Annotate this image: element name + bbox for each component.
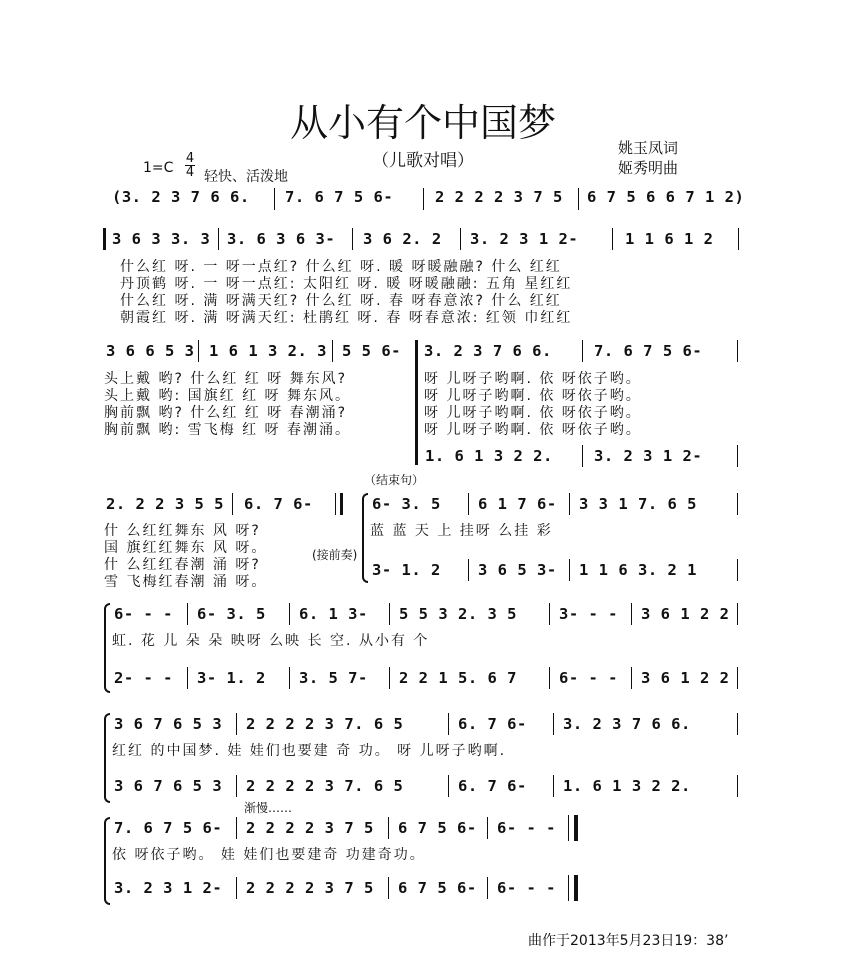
repeat-end-bar bbox=[335, 493, 336, 515]
coda3-top-measure-1: 3 6 7 6 5 3 bbox=[114, 715, 223, 733]
verse-measure-5: 1 1 6 1 2 bbox=[625, 230, 714, 248]
repeat-start-bar bbox=[103, 228, 106, 250]
coda3-bottom-measure-3: 6. 7 6- bbox=[458, 777, 527, 795]
barline bbox=[232, 493, 233, 515]
coda2-bottom-measure-2: 3- 1. 2 bbox=[197, 669, 266, 687]
barline bbox=[631, 603, 632, 625]
barline bbox=[582, 445, 583, 467]
chorus-lyric-line-3: 胸前飘 哟? 什么红 红 呀 春潮涌? bbox=[104, 405, 348, 421]
coda2-top-measure-3: 6. 1 3- bbox=[299, 605, 368, 623]
chorus-lyric-line-4: 胸前飘 哟: 雪飞梅 红 呀 春潮涌。 bbox=[104, 422, 351, 438]
barline bbox=[578, 188, 579, 210]
coda-lyric: 蓝 蓝 天 上 挂呀 么挂 彩 bbox=[370, 523, 553, 539]
barline bbox=[448, 775, 449, 797]
verse-lyric-line-1: 什么红 呀. 一 呀一点红? 什么红 呀. 暖 呀暖融融? 什么 红红 bbox=[120, 259, 562, 275]
coda2-lyric: 虹. 花 儿 朵 朵 映呀 么映 长 空. 从小有 个 bbox=[112, 633, 430, 649]
chorus-lyric-line-1: 头上戴 哟? 什么红 红 呀 舞东风? bbox=[104, 371, 348, 387]
coda-top-measure-3: 3 3 1 7. 6 5 bbox=[579, 495, 697, 513]
barline bbox=[549, 603, 550, 625]
barline bbox=[274, 188, 275, 210]
verse-lyric-line-4: 朝霞红 呀. 满 呀满天红: 杜鹃红 呀. 春 呀春意浓: 红领 巾红红 bbox=[120, 310, 573, 326]
barline bbox=[737, 340, 738, 362]
barline bbox=[218, 228, 219, 250]
chorus-lyric-line-2: 头上戴 哟: 国旗红 红 呀 舞东风。 bbox=[104, 388, 351, 404]
barline bbox=[236, 713, 237, 735]
coda2-bottom-measure-6: 3 6 1 2 2 bbox=[641, 669, 730, 687]
verse-measure-9: 3. 2 3 7 6 6. bbox=[424, 342, 552, 360]
coda-top-measure-1: 6- 3. 5 bbox=[372, 495, 441, 513]
final-top-measure-1: 7. 6 7 5 6- bbox=[114, 819, 223, 837]
final-bar-thick bbox=[574, 815, 578, 841]
verse-measure-3: 3 6 2. 2 bbox=[363, 230, 442, 248]
song-title: 从小有个中国梦 bbox=[289, 101, 556, 145]
system-brace bbox=[104, 713, 110, 803]
repeat-end-bar-thick bbox=[340, 493, 343, 515]
barline bbox=[389, 603, 390, 625]
coda-bottom-measure-2: 3 6 5 3- bbox=[478, 561, 557, 579]
final-bottom-measure-3: 6 7 5 6- bbox=[398, 879, 477, 897]
composer-credit: 姬秀明曲 bbox=[618, 159, 679, 177]
coda3-bottom-measure-2: 2 2 2 2 3 7. 6 5 bbox=[246, 777, 404, 795]
coda3-top-measure-3: 6. 7 6- bbox=[458, 715, 527, 733]
final-bottom-measure-1: 3. 2 3 1 2- bbox=[114, 879, 223, 897]
coda2-bottom-measure-4: 2 2 1 5. 6 7 bbox=[399, 669, 517, 687]
final-bar-thin bbox=[568, 815, 569, 841]
coda2-bottom-measure-5: 6- - - bbox=[559, 669, 618, 687]
verse-measure-1: 3 6 3 3. 3 bbox=[112, 230, 211, 248]
time-signature-top: 4 bbox=[185, 151, 195, 166]
verse-lyric-line-2: 丹顶鹤 呀. 一 呀一点红: 太阳红 呀. 暖 呀暖融融: 五角 星红红 bbox=[120, 276, 573, 292]
final-bottom-measure-4: 6- - - bbox=[497, 879, 556, 897]
barline bbox=[569, 559, 570, 581]
system-brace bbox=[104, 817, 110, 905]
final-bottom-measure-2: 2 2 2 2 3 7 5 bbox=[246, 879, 374, 897]
lyricist-credit: 姚玉凤词 bbox=[618, 139, 679, 157]
chorus-right-lyric-1: 呀 儿呀子哟啊. 依 呀依子哟。 bbox=[424, 371, 642, 387]
coda-bottom-measure-1: 3- 1. 2 bbox=[372, 561, 441, 579]
verse-measure-7: 1 6 1 3 2. 3 bbox=[209, 342, 327, 360]
barline bbox=[487, 817, 488, 839]
final-top-measure-2: 2 2 2 2 3 7 5 bbox=[246, 819, 374, 837]
system-brace bbox=[104, 603, 110, 693]
lower-voice-measure-2: 3. 2 3 1 2- bbox=[594, 447, 703, 465]
coda2-bottom-measure-3: 3. 5 7- bbox=[299, 669, 368, 687]
barline bbox=[737, 713, 738, 735]
final-top-measure-4: 6- - - bbox=[497, 819, 556, 837]
coda3-bottom-measure-1: 3 6 7 6 5 3 bbox=[114, 777, 223, 795]
barline bbox=[236, 817, 237, 839]
barline bbox=[569, 493, 570, 515]
interlude-label: (接前奏) bbox=[312, 548, 358, 562]
barline bbox=[448, 713, 449, 735]
barline bbox=[289, 667, 290, 689]
verse-measure-8: 5 5 6- bbox=[342, 342, 401, 360]
coda-bottom-measure-3: 1 1 6 3. 2 1 bbox=[579, 561, 697, 579]
barline bbox=[487, 877, 488, 899]
key-signature: 1=C bbox=[143, 160, 174, 176]
ending-lyric-line-4: 雪 飞梅红春潮 涌 呀。 bbox=[104, 574, 268, 590]
song-subtitle: （儿歌对唱） bbox=[372, 151, 474, 171]
ending-measure-1: 2. 2 2 3 5 5 bbox=[106, 495, 224, 513]
coda2-top-measure-6: 3 6 1 2 2 bbox=[641, 605, 730, 623]
system-brace bbox=[362, 493, 368, 583]
verse-measure-4: 3. 2 3 1 2- bbox=[470, 230, 579, 248]
intro-measure-1: (3. 2 3 7 6 6. bbox=[112, 188, 250, 206]
intro-measure-4: 6 7 5 6 6 7 1 2) bbox=[587, 188, 745, 206]
chorus-right-lyric-4: 呀 儿呀子哟啊. 依 呀依子哟。 bbox=[424, 422, 642, 438]
coda3-lyric: 红红 的中国梦. 娃 娃们也要建 奇 功。 呀 儿呀子哟啊. bbox=[112, 743, 507, 759]
barline bbox=[236, 877, 237, 899]
barline bbox=[236, 775, 237, 797]
barline bbox=[460, 228, 461, 250]
barline bbox=[582, 340, 583, 362]
coda3-top-measure-4: 3. 2 3 7 6 6. bbox=[563, 715, 691, 733]
barline bbox=[389, 667, 390, 689]
coda2-bottom-measure-1: 2- - - bbox=[114, 669, 173, 687]
barline bbox=[423, 188, 424, 210]
time-signature-bottom: 4 bbox=[185, 165, 195, 180]
barline bbox=[737, 445, 738, 467]
ending-lyric-line-3: 什 么红红春潮 涌 呀? bbox=[104, 557, 261, 573]
barline bbox=[553, 713, 554, 735]
barline bbox=[468, 559, 469, 581]
barline bbox=[612, 228, 613, 250]
coda2-top-measure-4: 5 5 3 2. 3 5 bbox=[399, 605, 517, 623]
coda2-top-measure-5: 3- - - bbox=[559, 605, 618, 623]
time-signature bbox=[185, 152, 195, 179]
barline bbox=[737, 493, 738, 515]
ritardando-label: 渐慢…… bbox=[244, 801, 293, 815]
composition-date: 曲作于2013年5月23日19：38’ bbox=[528, 933, 729, 949]
final-top-measure-3: 6 7 5 6- bbox=[398, 819, 477, 837]
verse-lyric-line-3: 什么红 呀. 满 呀满天红? 什么红 呀. 春 呀春意浓? 什么 红红 bbox=[120, 293, 562, 309]
tempo-marking: 轻快、活泼地 bbox=[204, 169, 288, 185]
barline bbox=[352, 228, 353, 250]
barline bbox=[549, 667, 550, 689]
barline bbox=[198, 340, 199, 362]
barline bbox=[468, 493, 469, 515]
barline bbox=[738, 228, 739, 250]
barline bbox=[187, 667, 188, 689]
verse-measure-10: 7. 6 7 5 6- bbox=[594, 342, 703, 360]
barline bbox=[553, 775, 554, 797]
chorus-right-lyric-2: 呀 儿呀子哟啊. 依 呀依子哟。 bbox=[424, 388, 642, 404]
ending-lyric-line-2: 国 旗红红舞东 风 呀。 bbox=[104, 540, 268, 556]
barline bbox=[737, 603, 738, 625]
intro-measure-3: 2 2 2 2 3 7 5 bbox=[435, 188, 563, 206]
barline bbox=[631, 667, 632, 689]
intro-measure-2: 7. 6 7 5 6- bbox=[285, 188, 394, 206]
barline bbox=[388, 877, 389, 899]
lower-voice-measure-1: 1. 6 1 3 2 2. bbox=[425, 447, 553, 465]
barline bbox=[289, 603, 290, 625]
final-lyric: 依 呀依子哟。 娃 娃们也要建奇 功建奇功。 bbox=[112, 847, 426, 863]
system-bracket bbox=[415, 340, 418, 465]
ending-measure-2: 6. 7 6- bbox=[244, 495, 313, 513]
verse-measure-6: 3 6 6 5 3 bbox=[106, 342, 195, 360]
coda2-top-measure-2: 6- 3. 5 bbox=[197, 605, 266, 623]
coda-top-measure-2: 6 1 7 6- bbox=[478, 495, 557, 513]
barline bbox=[737, 559, 738, 581]
chorus-right-lyric-3: 呀 儿呀子哟啊. 依 呀依子哟。 bbox=[424, 405, 642, 421]
verse-measure-2: 3. 6 3 6 3- bbox=[227, 230, 336, 248]
coda2-top-measure-1: 6- - - bbox=[114, 605, 173, 623]
coda3-bottom-measure-4: 1. 6 1 3 2 2. bbox=[563, 777, 691, 795]
barline bbox=[737, 667, 738, 689]
barline bbox=[187, 603, 188, 625]
final-bar-thick bbox=[574, 875, 578, 901]
coda3-top-measure-2: 2 2 2 2 3 7. 6 5 bbox=[246, 715, 404, 733]
barline bbox=[737, 775, 738, 797]
final-bar-thin bbox=[568, 875, 569, 901]
ending-label: （结束句） bbox=[364, 473, 425, 487]
ending-lyric-line-1: 什 么红红舞东 风 呀? bbox=[104, 523, 261, 539]
barline bbox=[332, 340, 333, 362]
barline bbox=[388, 817, 389, 839]
